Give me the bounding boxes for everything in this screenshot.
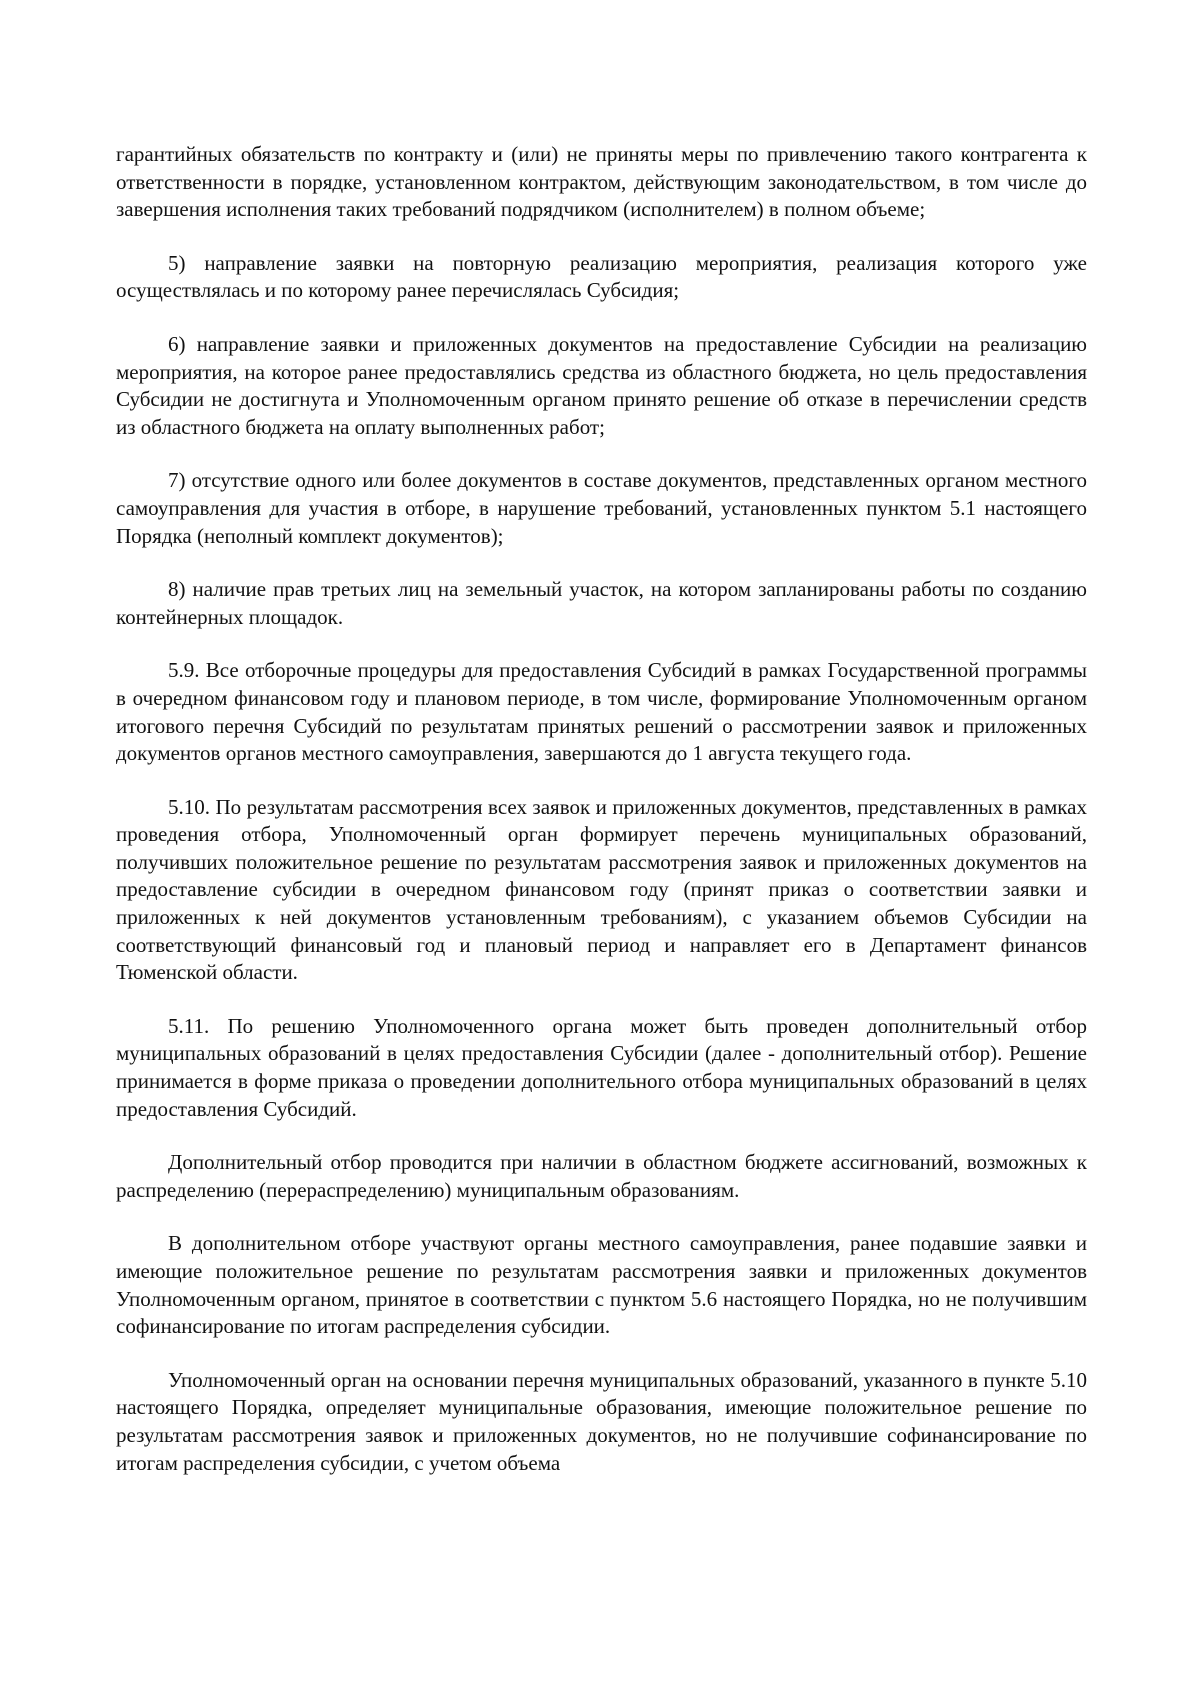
paragraph-additional-selection: Дополнительный отбор проводится при наличии в областном бюджете ассигнований, возможных к распределению (перераспределению) муниципальным образованиям.: [116, 1150, 1087, 1202]
paragraph-item-8: 8) наличие прав третьих лиц на земельный участок, на котором запланированы работы по созданию контейнерных площадок.: [116, 577, 1087, 629]
paragraph-section-5-9: 5.9. Все отборочные процедуры для предоставления Субсидий в рамках Государственной программы в очередном финансовом году и плановом периоде, в том числе, формирование Уполномоченным органом итогового перечня Субсидий по результатам принятых решений о рассмотрении заявок и приложенных документов органов местного самоуправления, завершаются до 1 августа текущего года.: [116, 658, 1087, 766]
paragraph-authorized-body: Уполномоченный орган на основании перечня муниципальных образований, указанного в пункте 5.10 настоящего Порядка, определяет муниципальные образования, имеющие положительное решение по результатам рассмотрения заявок и приложенных документов, но не получившие софинансирование по итогам распределения субсидии, с учетом объема: [116, 1367, 1087, 1475]
paragraph-item-6: 6) направление заявки и приложенных документов на предоставление Субсидии на реализацию мероприятия, на которое ранее предоставлялись средства из областного бюджета, но цель предоставления Субсидии не достигнута и Уполномоченным органом принято решение об отказе в перечислении средств из областного бюджета на оплату выполненных работ;: [116, 331, 1087, 439]
paragraph-item-5: 5) направление заявки на повторную реализацию мероприятия, реализация которого уже осуществлялась и по которому ранее перечислялась Субсидия;: [116, 250, 1087, 303]
paragraph-section-5-11: 5.11. По решению Уполномоченного органа может быть проведен дополнительный отбор муниципальных образований в целях предоставления Субсидии (далее - дополнительный отбор). Решение принимается в форме приказа о проведении дополнительного отбора муниципальных образований в целях предоставления Субсидий.: [116, 1013, 1087, 1121]
paragraph-item-7: 7) отсутствие одного или более документов в составе документов, представленных органом местного самоуправления для участия в отборе, в нарушение требований, установленных пунктом 5.1 настоящего Порядка (неполный комплект документов);: [116, 468, 1087, 548]
paragraph-participants: В дополнительном отборе участвуют органы местного самоуправления, ранее подавшие заявки и имеющие положительное решение по результатам рассмотрения заявки и приложенных документов Уполномоченным органом, принятое в соответствии с пунктом 5.6 настоящего Порядка, но не получившим софинансирование по итогам распределения субсидии.: [116, 1231, 1087, 1339]
document-page: [116, 141, 1087, 1477]
paragraph-section-5-10: 5.10. По результатам рассмотрения всех заявок и приложенных документов, представленных в рамках проведения отбора, Уполномоченный орган формирует перечень муниципальных образований, получивших положительное решение по результатам рассмотрения заявок и приложенных документов на предоставление субсидии в очередном финансовом году (принят приказ о соответствии заявки и приложенных к ней документов установленным требованиям), с указанием объемов Субсидии на соответствующий финансовый год и плановый период и направляет его в Департамент финансов Тюменской области.: [116, 794, 1087, 985]
paragraph-continuation: гарантийных обязательств по контракту и (или) не приняты меры по привлечению такого контрагента к ответственности в порядке, установленном контрактом, действующим законодательством, в том числе до завершения исполнения таких требований подрядчиком (исполнителем) в полном объеме;: [116, 142, 1087, 222]
